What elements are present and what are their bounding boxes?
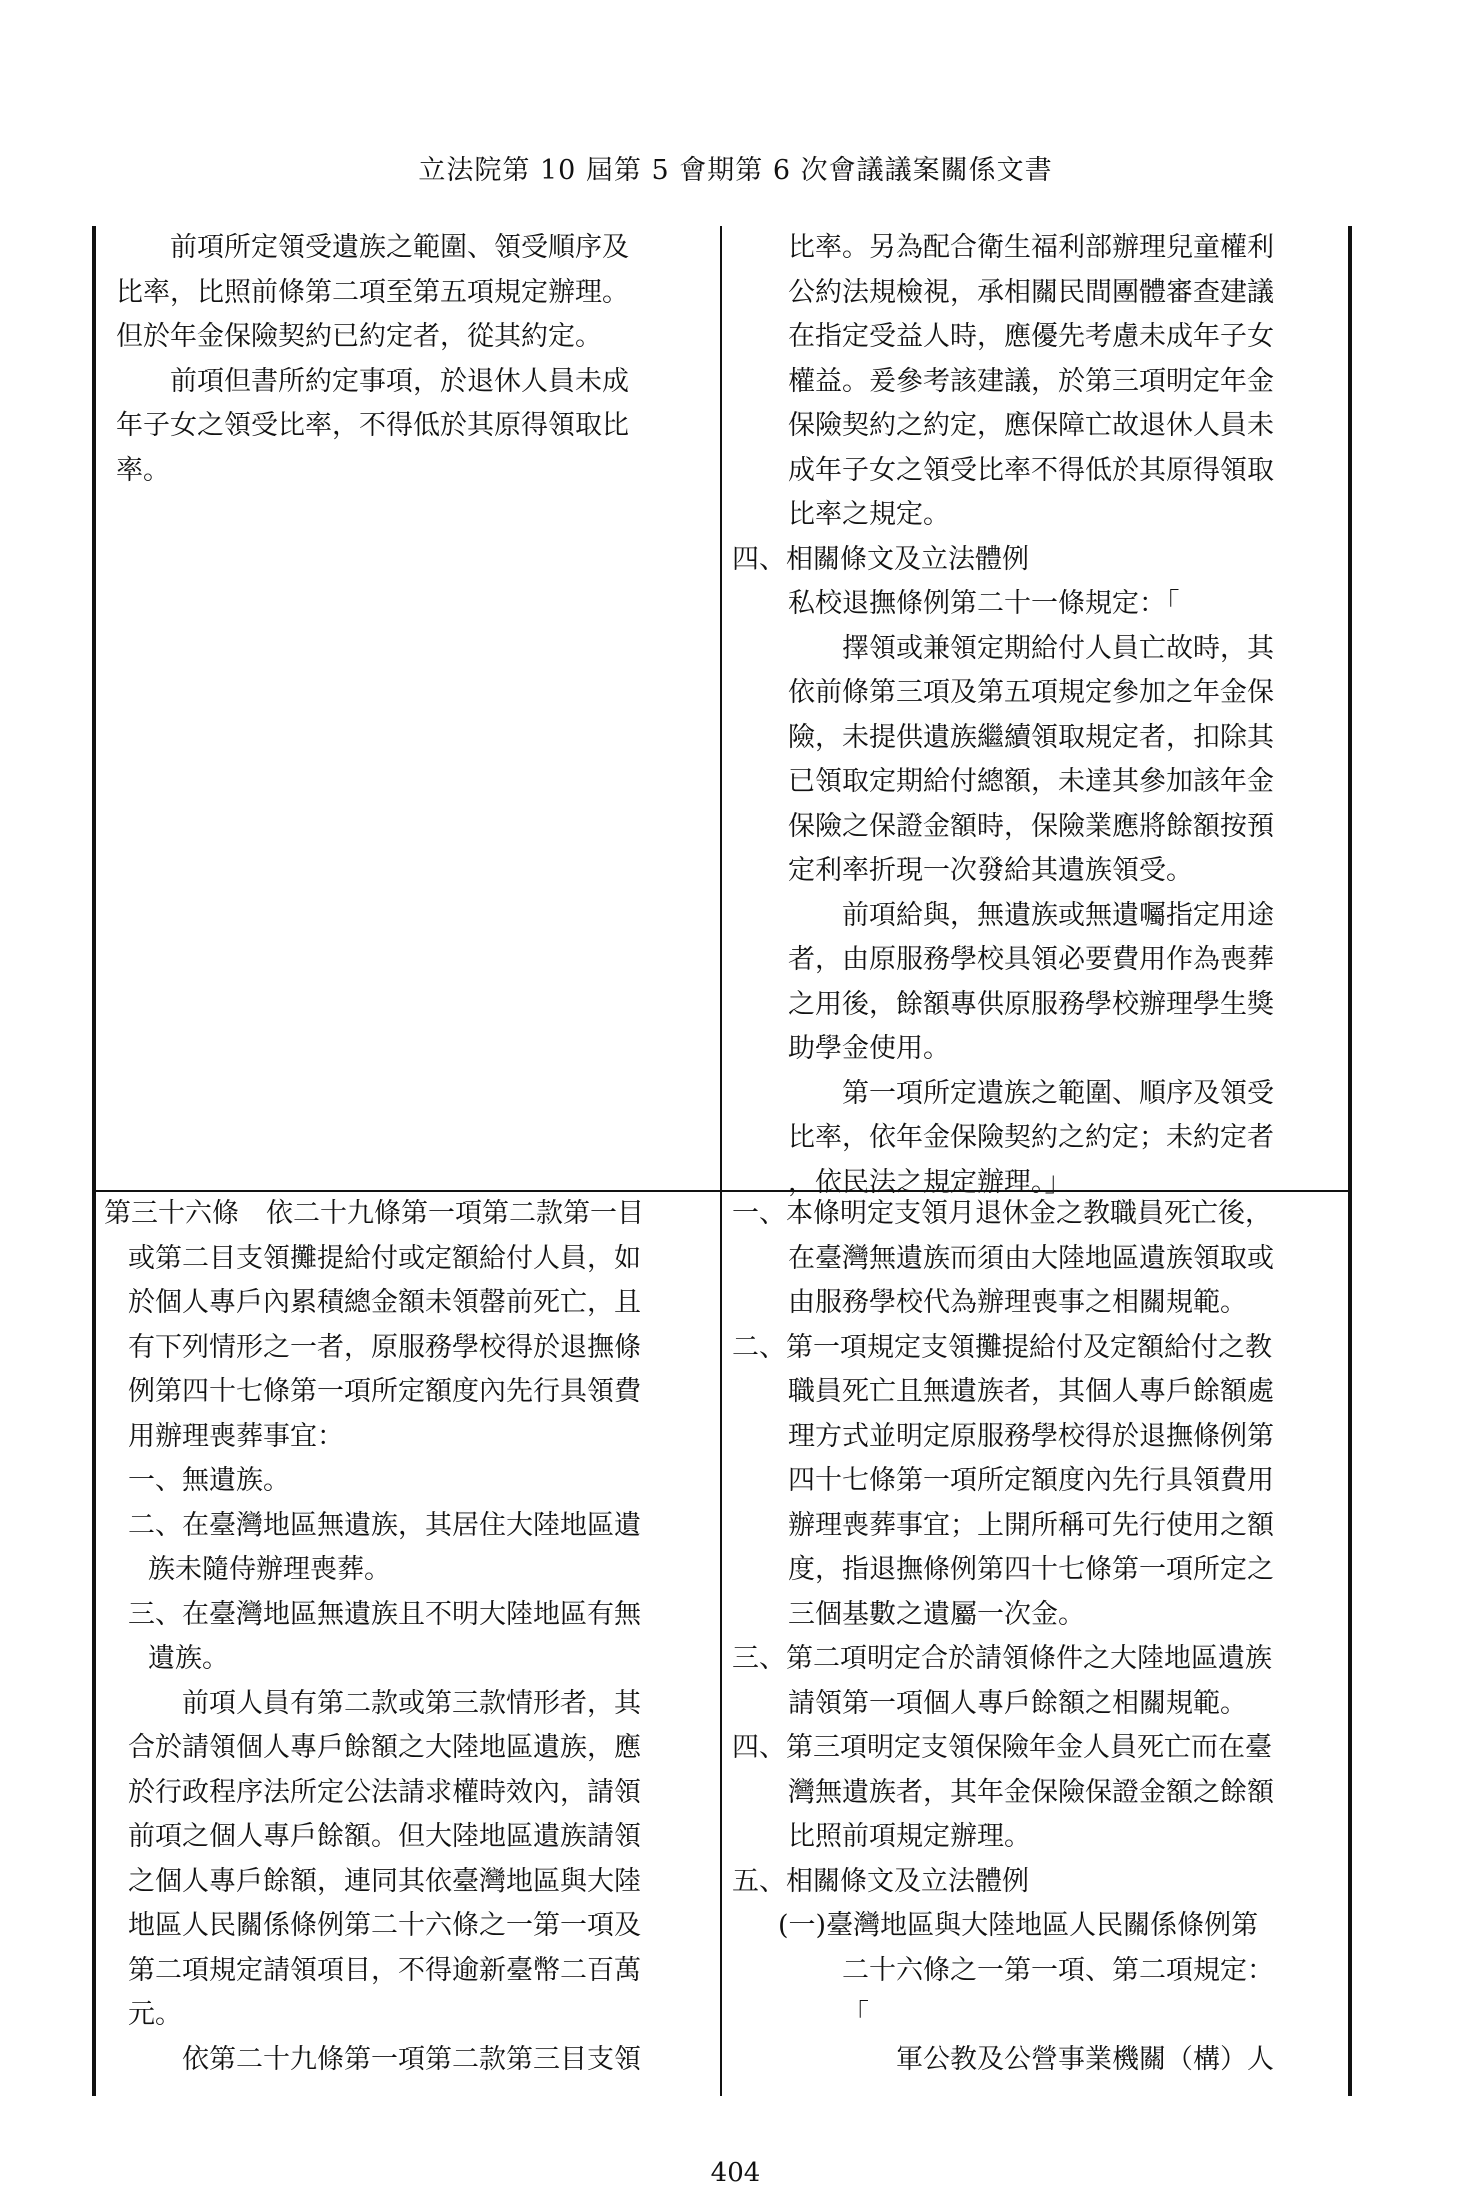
text-line: 軍公教及公營事業機關（構）人 [896, 2043, 1274, 2075]
text-line: 合於請領個人專戶餘額之大陸地區遺族，應 [128, 1732, 641, 1763]
row2-right-cell [732, 1192, 1342, 2082]
row2-left-cell [104, 1192, 704, 2082]
text-line: 但於年金保險契約已約定者，從其約定。 [116, 321, 602, 352]
article-title-line: 第三十六條 依二十九條第一項第二款第一目 [104, 1198, 644, 1229]
text-line: 定利率折現一次發給其遺族領受。 [788, 855, 1193, 886]
sub-item-heading: (一)臺灣地區與大陸地區人民關係條例第 [778, 1910, 1259, 1941]
text-line: 者，由原服務學校具領必要費用作為喪葬 [788, 944, 1274, 975]
column-divider [720, 226, 722, 2096]
text-line: 前項人員有第二款或第三款情形者，其 [182, 1687, 641, 1719]
text-line: 之個人專戶餘額，連同其依臺灣地區與大陸 [128, 1865, 641, 1897]
text-line: 族未隨侍辦理喪葬。 [148, 1554, 391, 1585]
text-line: 二十六條之一第一項、第二項規定： [842, 1954, 1274, 1986]
text-line: 三個基數之遺屬一次金。 [788, 1598, 1085, 1630]
text-line: ，依民法之規定辦理。」 [788, 1166, 1072, 1198]
list-item-heading: 四、相關條文及立法體例 [732, 543, 1029, 575]
text-line: 遺族。 [148, 1643, 229, 1674]
text-line: 依第二十九條第一項第二款第三目支領 [182, 2043, 641, 2075]
list-item-heading: 四、第三項明定支領保險年金人員死亡而在臺 [732, 1732, 1272, 1763]
text-line: 用辦理喪葬事宜： [128, 1420, 344, 1452]
page-number: 404 [710, 2158, 761, 2188]
text-line: 依前條第三項及第五項規定參加之年金保 [788, 677, 1274, 708]
text-line: 第一項所定遺族之範圍、順序及領受 [842, 1077, 1274, 1109]
list-item: 二、在臺灣地區無遺族，其居住大陸地區遺 [128, 1509, 641, 1541]
text-line: 或第二目支領攤提給付或定額給付人員，如 [128, 1242, 641, 1274]
text-line: 擇領或兼領定期給付人員亡故時，其 [842, 632, 1274, 664]
document-header: 立法院第 10 屆第 5 會期第 6 次會議議案關係文書 [418, 155, 1053, 186]
text-line: 有下列情形之一者，原服務學校得於退撫條 [128, 1331, 641, 1363]
text-line: 元。 [128, 1999, 182, 2030]
text-line: 前項但書所約定事項，於退休人員未成 [170, 365, 629, 397]
text-line: 權益。爰參考該建議，於第三項明定年金 [788, 365, 1274, 397]
text-line: 險，未提供遺族繼續領取規定者，扣除其 [788, 721, 1274, 753]
list-item: 一、無遺族。 [128, 1465, 290, 1496]
text-line: 在指定受益人時，應優先考慮未成年子女 [788, 321, 1274, 352]
text-line: 辦理喪葬事宜；上開所稱可先行使用之額 [788, 1509, 1274, 1541]
list-item-heading: 五、相關條文及立法體例 [732, 1865, 1029, 1897]
text-line: 比照前項規定辦理。 [788, 1821, 1031, 1852]
text-line: 前項之個人專戶餘額。但大陸地區遺族請領 [128, 1821, 641, 1852]
text-line: 比率之規定。 [788, 499, 950, 530]
table-right-border [1348, 226, 1352, 2096]
text-line: 「 [842, 1999, 869, 2030]
text-line: 年子女之領受比率，不得低於其原得領取比 [116, 410, 629, 441]
list-item-heading: 二、第一項規定支領攤提給付及定額給付之教 [732, 1331, 1272, 1363]
text-line: 請領第一項個人專戶餘額之相關規範。 [788, 1687, 1247, 1719]
text-line: 公約法規檢視，承相關民間團體審查建議 [788, 276, 1274, 308]
list-item-heading: 一、本條明定支領月退休金之教職員死亡後， [732, 1198, 1272, 1229]
list-item-heading: 三、第二項明定合於請領條件之大陸地區遺族 [732, 1643, 1272, 1674]
list-item: 三、在臺灣地區無遺族且不明大陸地區有無 [128, 1598, 641, 1630]
text-line: 在臺灣無遺族而須由大陸地區遺族領取或 [788, 1242, 1274, 1274]
text-line: 四十七條第一項所定額度內先行具領費用 [788, 1465, 1274, 1496]
comparison-table [92, 226, 1352, 2096]
row1-left-cell [116, 226, 704, 493]
text-line: 前項給與，無遺族或無遺囑指定用途 [842, 899, 1274, 931]
text-line: 由服務學校代為辦理喪事之相關規範。 [788, 1287, 1247, 1318]
text-line: 率。 [116, 454, 170, 486]
table-left-border [92, 226, 96, 2096]
text-line: 灣無遺族者，其年金保險保證金額之餘額 [788, 1776, 1274, 1808]
text-line: 已領取定期給付總額，未達其參加該年金 [788, 766, 1274, 797]
text-line: 比率，依年金保險契約之約定；未約定者 [788, 1122, 1274, 1153]
text-line: 成年子女之領受比率不得低於其原得領取 [788, 454, 1274, 486]
text-line: 保險契約之約定，應保障亡故退休人員未 [788, 410, 1274, 441]
text-line: 於行政程序法所定公法請求權時效內，請領 [128, 1776, 641, 1808]
text-line: 前項所定領受遺族之範圍、領受順序及 [170, 232, 629, 263]
text-line: 地區人民關係條例第二十六條之一第一項及 [128, 1910, 641, 1941]
text-line: 比率，比照前條第二項至第五項規定辦理。 [116, 276, 629, 308]
text-line: 度，指退撫條例第四十七條第一項所定之 [788, 1554, 1274, 1585]
text-line: 理方式並明定原服務學校得於退撫條例第 [788, 1420, 1274, 1452]
text-line: 比率。另為配合衛生福利部辦理兒童權利 [788, 232, 1274, 263]
text-line: 職員死亡且無遺族者，其個人專戶餘額處 [788, 1376, 1274, 1407]
text-line: 私校退撫條例第二十一條規定：「 [788, 588, 1180, 619]
text-line: 第二項規定請領項目，不得逾新臺幣二百萬 [128, 1954, 641, 1986]
row1-right-cell [732, 226, 1342, 1205]
text-line: 之用後，餘額專供原服務學校辦理學生獎 [788, 988, 1274, 1020]
text-line: 助學金使用。 [788, 1033, 950, 1064]
text-line: 保險之保證金額時，保險業應將餘額按預 [788, 810, 1274, 842]
text-line: 於個人專戶內累積總金額未領罄前死亡，且 [128, 1287, 641, 1318]
text-line: 例第四十七條第一項所定額度內先行具領費 [128, 1376, 641, 1407]
